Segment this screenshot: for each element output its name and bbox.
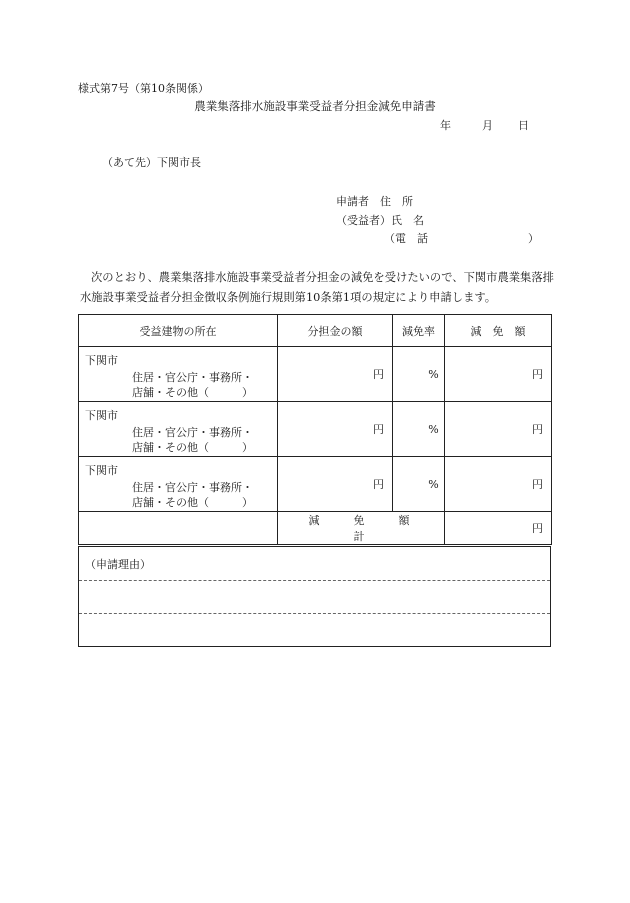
reduction-table — [78, 314, 552, 545]
address-label: 住 所 — [380, 195, 413, 208]
form-number: 様式第7号（第10条関係） — [78, 82, 209, 95]
date-month-label: 月 — [482, 119, 493, 132]
total-amount-cell[interactable]: 円 — [445, 512, 552, 545]
beneficiary-name-label: （受益者）氏 名 — [336, 214, 424, 227]
charge-amount-cell[interactable]: 円 — [278, 347, 393, 402]
document-title: 農業集落排水施設事業受益者分担金減免申請書 — [194, 99, 436, 113]
reduction-rate-cell[interactable]: % — [393, 402, 445, 457]
header-reduction-rate: 減免率 — [393, 315, 445, 347]
building-types-line1: 住居・官公庁・事務所・ — [132, 481, 253, 494]
building-types-line2: 店舗・その他（ ） — [132, 386, 253, 399]
building-types-line2: 店舗・その他（ ） — [132, 496, 253, 509]
date-day-label: 日 — [518, 119, 529, 132]
telephone-close-paren: ） — [528, 232, 539, 245]
application-statement — [80, 268, 558, 308]
charge-amount-cell[interactable]: 円 — [278, 457, 393, 512]
total-row — [79, 512, 552, 545]
location-cell[interactable] — [79, 402, 278, 457]
dotted-line — [79, 613, 550, 614]
charge-amount-cell[interactable]: 円 — [278, 402, 393, 457]
location-cell[interactable] — [79, 347, 278, 402]
reason-label: （申請理由） — [85, 558, 151, 571]
dotted-line — [79, 580, 550, 581]
reduction-amount-cell[interactable]: 円 — [445, 402, 552, 457]
reduction-amount-cell[interactable]: 円 — [445, 457, 552, 512]
table-row — [79, 457, 552, 512]
city-label: 下関市 — [85, 409, 118, 422]
application-reason-box[interactable] — [78, 546, 551, 647]
table-row — [79, 402, 552, 457]
building-types-line2: 店舗・その他（ ） — [132, 441, 253, 454]
date-year-label: 年 — [440, 119, 451, 132]
total-blank-cell — [79, 512, 278, 545]
applicant-label: 申請者 — [336, 195, 369, 208]
city-label: 下関市 — [85, 464, 118, 477]
header-charge-amount: 分担金の額 — [278, 315, 393, 347]
date-line — [440, 117, 529, 133]
addressee: （あて先）下関市長 — [102, 156, 201, 169]
total-label: 減免額計 — [278, 512, 445, 545]
telephone-label: （電 話 — [384, 232, 428, 245]
reduction-rate-cell[interactable]: % — [393, 457, 445, 512]
table-header-row — [79, 315, 552, 347]
application-statement-text: 次のとおり、農業集落排水施設事業受益者分担金の減免を受けたいので、下関市農業集落排水施設事業受益者分担金徴収条例施行規則第10条第1項の規定により申請します。 — [80, 271, 554, 304]
building-types-line1: 住居・官公庁・事務所・ — [132, 426, 253, 439]
location-cell[interactable] — [79, 457, 278, 512]
city-label: 下関市 — [85, 354, 118, 367]
reduction-amount-cell[interactable]: 円 — [445, 347, 552, 402]
building-types-line1: 住居・官公庁・事務所・ — [132, 371, 253, 384]
header-reduction-amount: 減 免 額 — [445, 315, 552, 347]
table-row — [79, 347, 552, 402]
reduction-rate-cell[interactable]: % — [393, 347, 445, 402]
header-building-location: 受益建物の所在 — [79, 315, 278, 347]
